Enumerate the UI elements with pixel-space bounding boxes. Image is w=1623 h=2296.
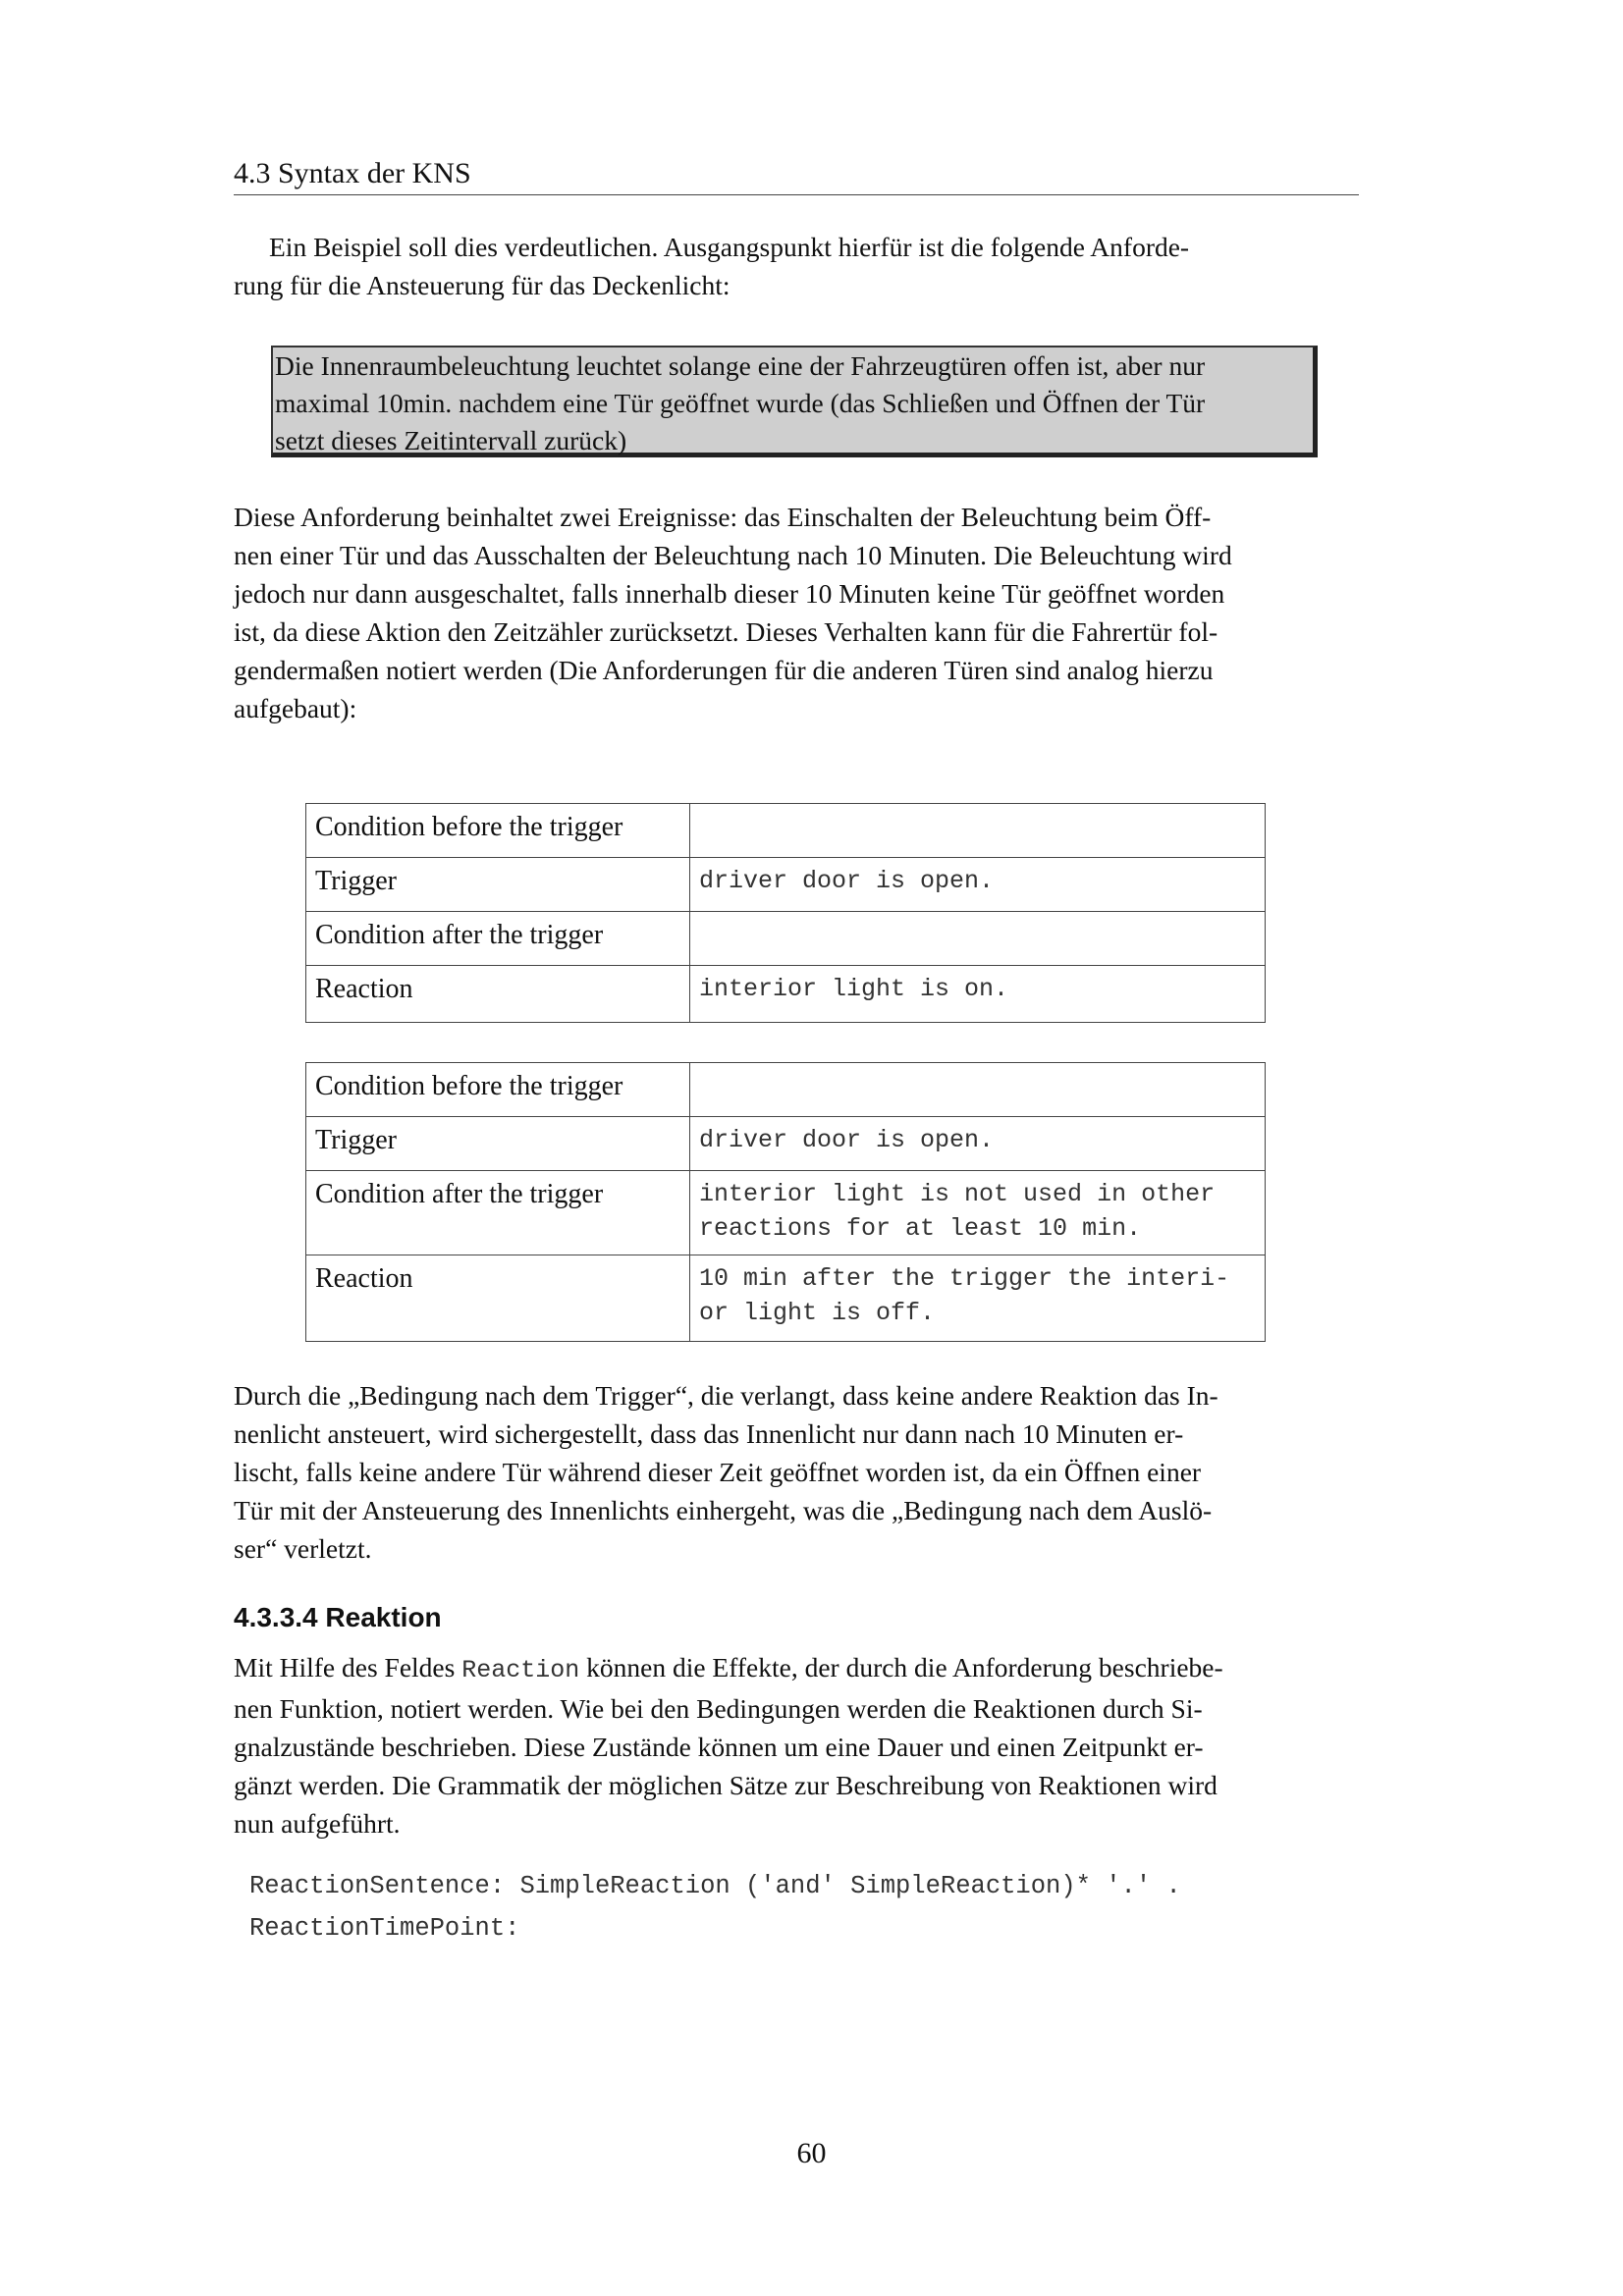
table-value: 10 min after the trigger the interi- or light is off. [690, 1255, 1266, 1342]
table-value [690, 1063, 1266, 1117]
analysis-line-5: gendermaßen notiert werden (Die Anforderungen für die anderen Türen sind analog hierzu [234, 655, 1214, 685]
table-value: driver door is open. [690, 858, 1266, 912]
running-header [234, 155, 1359, 195]
table-value [690, 912, 1266, 966]
table-row [306, 1063, 1266, 1117]
explanation-line-2: nenlicht ansteuert, wird sichergestellt, dass das Innenlicht nur dann nach 10 Minuten er- [234, 1418, 1184, 1449]
requirement-line-2: maximal 10min. nachdem eine Tür geöffnet wurde (das Schließen und Öffnen der Tür [275, 388, 1206, 418]
reaction-paragraph [234, 1648, 1359, 1842]
running-header-title: 4.3 Syntax der KNS [234, 157, 471, 189]
table-label: Trigger [306, 858, 690, 912]
table-label: Condition before the trigger [306, 1063, 690, 1117]
reaction-line-5: nun aufgeführt. [234, 1808, 401, 1839]
table-row [306, 1117, 1266, 1171]
table-value [690, 804, 1266, 858]
reaction-line-3: gnalzustände beschrieben. Diese Zustände können um eine Dauer und einen Zeitpunkt er- [234, 1732, 1204, 1762]
intro-line-1: Ein Beispiel soll dies verdeutlichen. Ausgangspunkt hierfür ist die folgende Anforde- [269, 232, 1190, 262]
table-label: Condition before the trigger [306, 804, 690, 858]
reaction-line-1-post: können die Effekte, der durch die Anforderung beschriebe- [579, 1652, 1223, 1682]
intro-paragraph [234, 228, 1359, 304]
requirement-table-2 [305, 1062, 1266, 1342]
table-label: Reaction [306, 1255, 690, 1342]
analysis-line-4: ist, da diese Aktion den Zeitzähler zurücksetzt. Dieses Verhalten kann für die Fahrertür fol- [234, 616, 1218, 647]
requirement-box [271, 346, 1318, 457]
table-row [306, 804, 1266, 858]
table-value: interior light is not used in other reactions for at least 10 min. [690, 1171, 1266, 1255]
requirement-line-3: setzt dieses Zeitintervall zurück) [275, 425, 627, 455]
analysis-line-1: Diese Anforderung beinhaltet zwei Ereignisse: das Einschalten der Beleuchtung beim Öff- [234, 502, 1212, 532]
reaction-field-code: Reaction [461, 1656, 580, 1684]
table-label: Condition after the trigger [306, 912, 690, 966]
table-value: interior light is on. [690, 966, 1266, 1023]
requirement-line-1: Die Innenraumbeleuchtung leuchtet solange eine der Fahrzeugtüren offen ist, aber nur [275, 350, 1206, 381]
reaction-line-4: gänzt werden. Die Grammatik der möglichen Sätze zur Beschreibung von Reaktionen wird [234, 1770, 1217, 1800]
table-row [306, 1255, 1266, 1342]
table-row [306, 966, 1266, 1023]
table-label: Trigger [306, 1117, 690, 1171]
table-row [306, 1171, 1266, 1255]
analysis-line-6: aufgebaut): [234, 693, 357, 723]
reaction-line-2: nen Funktion, notiert werden. Wie bei den Bedingungen werden die Reaktionen durch Si- [234, 1693, 1203, 1724]
requirement-table-1 [305, 803, 1266, 1023]
table-label: Reaction [306, 966, 690, 1023]
table-row [306, 912, 1266, 966]
analysis-paragraph [234, 498, 1359, 727]
table-value: driver door is open. [690, 1117, 1266, 1171]
explanation-line-5: ser“ verletzt. [234, 1533, 372, 1564]
explanation-line-4: Tür mit der Ansteuerung des Innenlichts einhergeht, was die „Bedingung nach dem Auslö- [234, 1495, 1213, 1525]
table-label: Condition after the trigger [306, 1171, 690, 1255]
explanation-line-1: Durch die „Bedingung nach dem Trigger“, die verlangt, dass keine andere Reaktion das In- [234, 1380, 1218, 1411]
section-heading: 4.3.3.4 Reaktion [234, 1602, 442, 1632]
page-number: 60 [796, 2137, 827, 2169]
analysis-line-2: nen einer Tür und das Ausschalten der Beleuchtung nach 10 Minuten. Die Beleuchtung wird [234, 540, 1232, 570]
reaction-line-1-pre: Mit Hilfe des Feldes [234, 1652, 462, 1682]
explanation-paragraph [234, 1376, 1359, 1568]
explanation-line-3: lischt, falls keine andere Tür während dieser Zeit geöffnet worden ist, da ein Öffnen einer [234, 1457, 1202, 1487]
table-row [306, 858, 1266, 912]
analysis-line-3: jedoch nur dann ausgeschaltet, falls innerhalb dieser 10 Minuten keine Tür geöffnet worden [234, 578, 1225, 609]
grammar-line-1: ReactionSentence: SimpleReaction ('and' SimpleReaction)* '.' . [249, 1872, 1181, 1900]
intro-line-2: rung für die Ansteuerung für das Deckenlicht: [234, 270, 730, 300]
grammar-line-2: ReactionTimePoint: [249, 1914, 520, 1943]
